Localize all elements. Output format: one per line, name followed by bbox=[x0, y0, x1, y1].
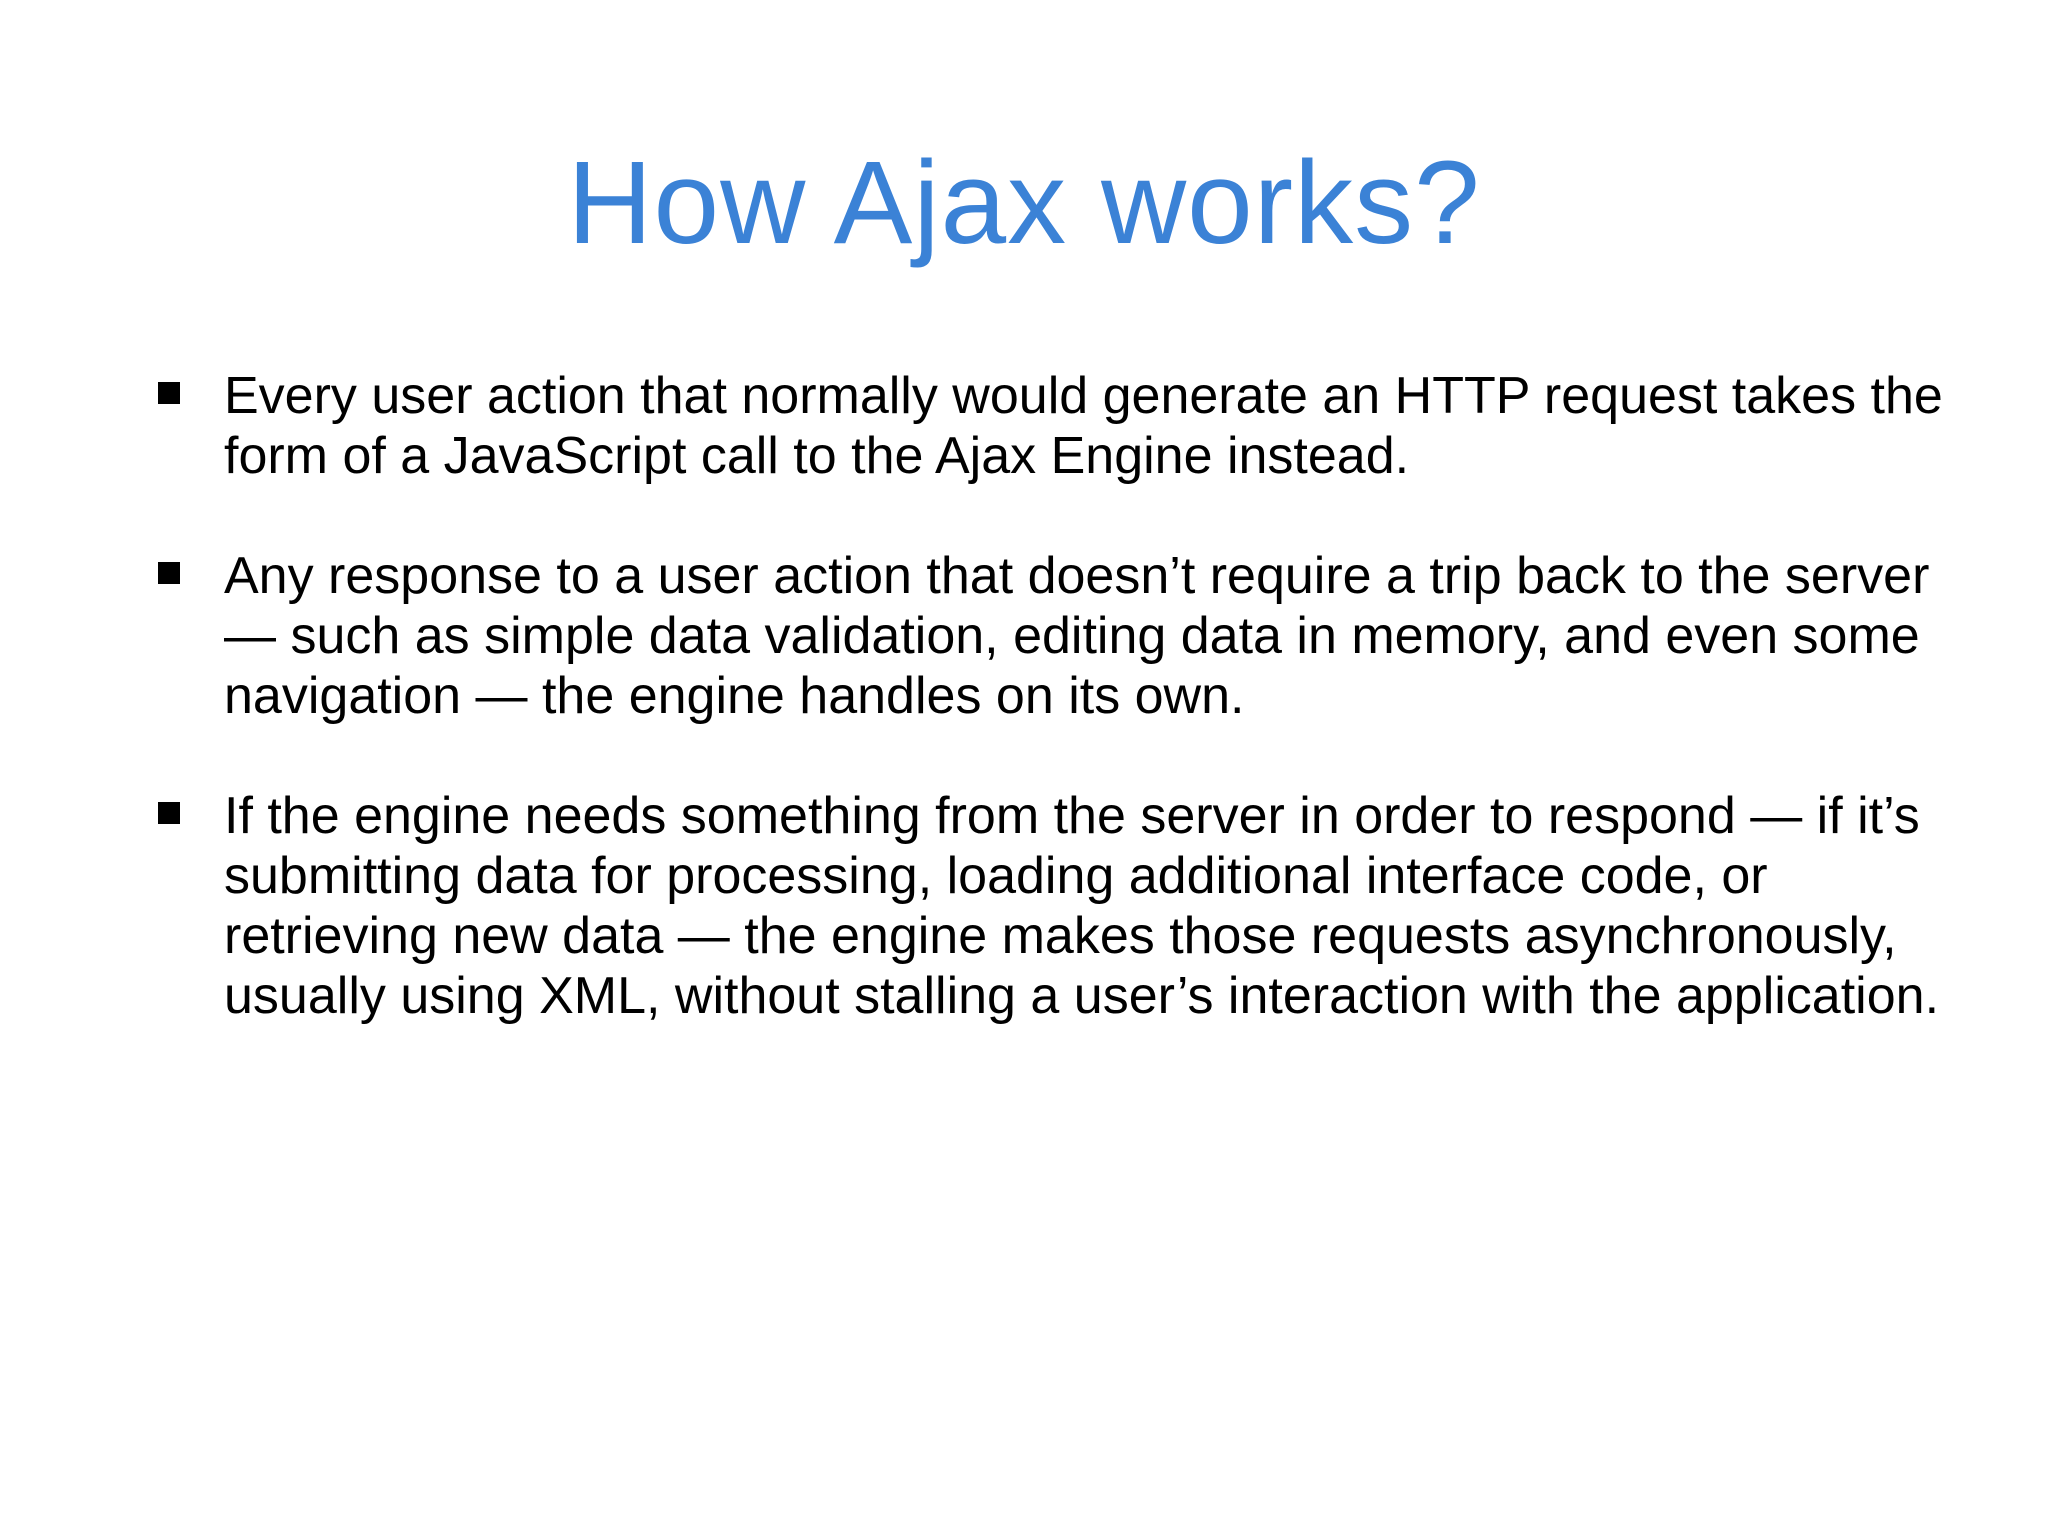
bullet-item bbox=[148, 786, 1968, 1026]
bullet-list bbox=[148, 366, 1968, 1086]
bullet-text: If the engine needs something from the server in order to respond — if it’s submitting data for processing, loading additional interface code, or retrieving new data — the engine makes those requests asynchronously, usually using XML, without stalling a user’s interaction with the application. bbox=[224, 787, 1940, 1025]
bullet-text: Any response to a user action that doesn’t require a trip back to the server — such as simple data validation, editing data in memory, and even some navigation — the engine handles on its own. bbox=[224, 547, 1930, 725]
bullet-item bbox=[148, 366, 1968, 486]
square-bullet-icon bbox=[158, 382, 180, 404]
bullet-text: Every user action that normally would generate an HTTP request takes the form of a JavaScript call to the Ajax Engine instead. bbox=[224, 367, 1943, 485]
bullet-item bbox=[148, 546, 1968, 726]
square-bullet-icon bbox=[158, 562, 180, 584]
square-bullet-icon bbox=[158, 802, 180, 824]
slide-title: How Ajax works? bbox=[567, 137, 1481, 269]
